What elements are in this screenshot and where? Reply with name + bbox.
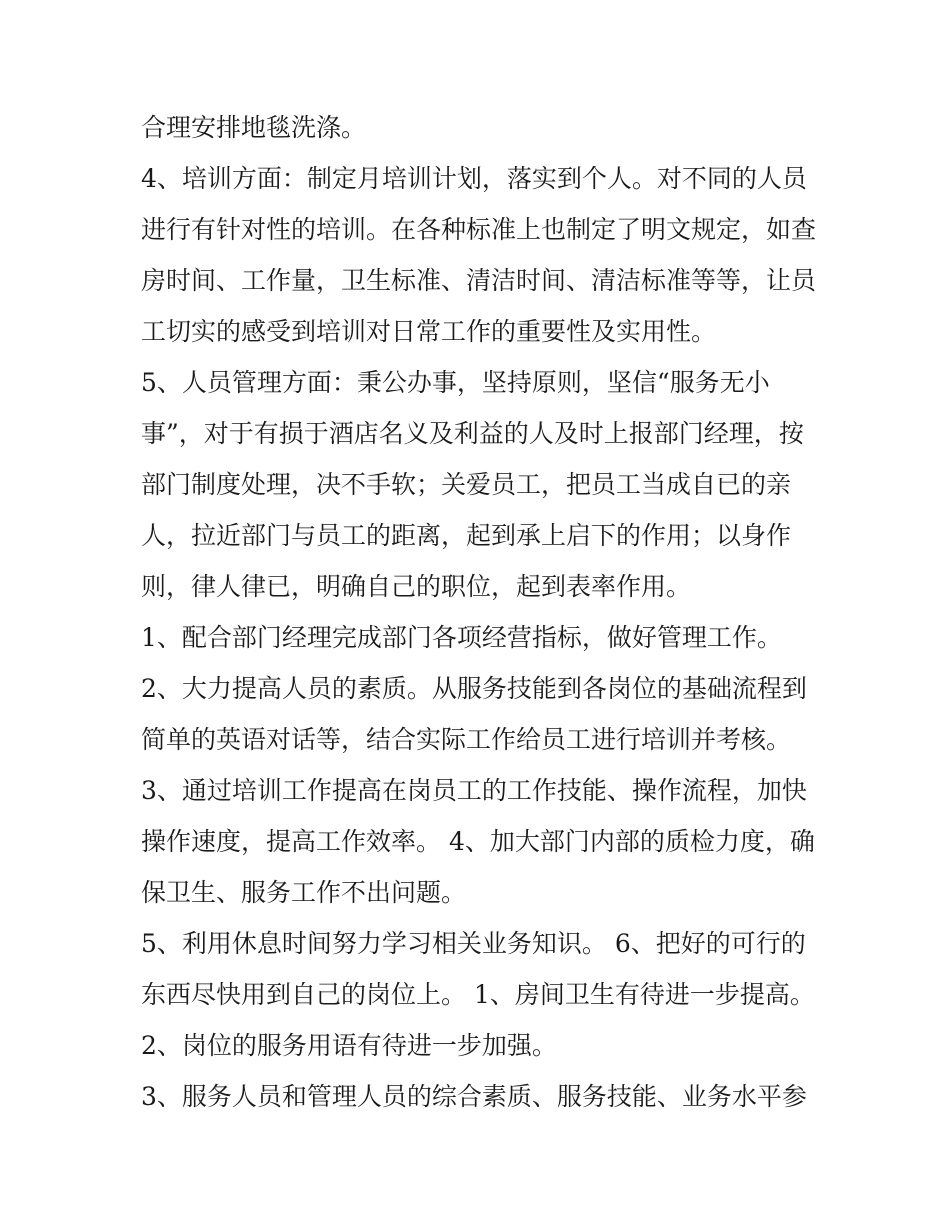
text-line: 工切实的感受到培训对日常工作的重要性及实用性。 <box>141 317 717 346</box>
text-line: 5、人员管理方面：秉公办事，坚持原则，坚信“服务无小 <box>141 368 770 397</box>
text-line: 进行有针对性的培训。在各种标准上也制定了明文规定，如查 <box>141 215 817 244</box>
text-line: 操作速度，提高工作效率。 4、加大部门内部的质检力度，确 <box>141 827 815 856</box>
text-line: 事”，对于有损于酒店名义及利益的人及时上报部门经理，按 <box>141 419 804 448</box>
text-line: 保卫生、服务工作不出问题。 <box>141 878 467 907</box>
text-line: 5、利用休息时间努力学习相关业务知识。 6、把好的可行的 <box>141 929 806 958</box>
text-line: 东西尽快用到自己的岗位上。 1、房间卫生有待进一步提高。 <box>141 980 815 1009</box>
text-line: 房时间、工作量，卫生标准、清洁时间、清洁标准等等，让员 <box>141 266 817 295</box>
text-line: 人，拉近部门与员工的距离，起到承上启下的作用；以身作 <box>141 521 792 550</box>
text-line: 则，律人律已，明确自己的职位，起到表率作用。 <box>141 572 692 601</box>
text-line: 3、服务人员和管理人员的综合素质、服务技能、业务水平参 <box>141 1082 807 1111</box>
text-line: 2、大力提高人员的素质。从服务技能到各岗位的基础流程到 <box>141 674 807 703</box>
text-line: 部门制度处理，决不手软；关爱员工，把员工当成自已的亲 <box>141 470 792 499</box>
text-line: 3、通过培训工作提高在岗员工的工作技能、操作流程，加快 <box>141 776 807 805</box>
text-line: 4、培训方面：制定月培训计划，落实到个人。对不同的人员 <box>141 164 807 193</box>
text-line: 2、岗位的服务用语有待进一步加强。 <box>141 1031 557 1060</box>
text-line: 简单的英语对话等，结合实际工作给员工进行培训并考核。 <box>141 725 792 754</box>
text-line: 合理安排地毯洗涤。 <box>141 113 367 142</box>
text-line: 1、配合部门经理完成部门各项经营指标，做好管理工作。 <box>141 623 782 652</box>
